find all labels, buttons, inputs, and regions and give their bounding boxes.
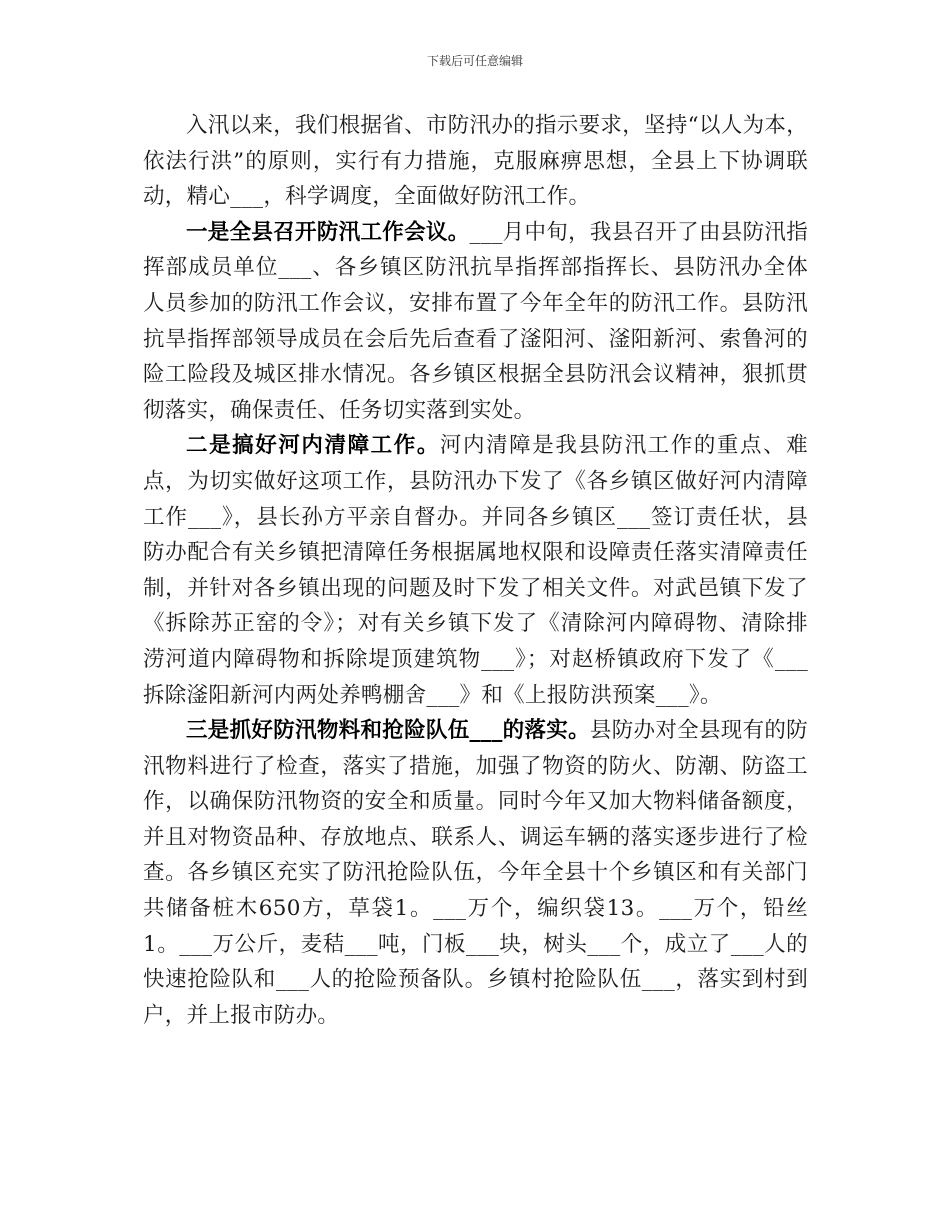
document-body (143, 108, 808, 1033)
paragraph-materials (143, 713, 808, 1033)
paragraph-lead: 三是抓好防汛物料和抢险队伍___的落实。 (186, 718, 590, 744)
paragraph-text: 入汛以来，我们根据省、市防汛办的指示要求，坚持“以人为本，依法行洪”的原则，实行有力措施，克服麻痹思想，全县上下协调联动，精心___，科学调度，全面做好防汛工作。 (143, 113, 808, 210)
paragraph-lead: 一是全县召开防汛工作会议。 (186, 219, 470, 245)
paragraph-lead: 二是搞好河内清障工作。 (186, 433, 440, 459)
paragraph-intro (143, 108, 808, 215)
paragraph-text: 河内清障是我县防汛工作的重点、难点，为切实做好这项工作，县防汛办下发了《各乡镇区做好河内清障工作___》，县长孙方平亲自督办。并同各乡镇区___签订责任状，县防办配合有关乡镇把清障任务根据属地权限和设障责任落实清障责任制，并针对各乡镇出现的问题及时下发了相关文件。对武邑镇下发了《拆除苏正窑的令》；对有关乡镇下发了《清除河内障碍物、清除排涝河道内障碍物和拆除堤顶建筑物___》；对赵桥镇政府下发了《___拆除滏阳新河内两处养鸭棚舍___》和《上报防洪预案___》。 (143, 433, 808, 708)
paragraph-text: ___月中旬，我县召开了由县防汛指挥部成员单位___、各乡镇区防汛抗旱指挥部指挥长、县防汛办全体人员参加的防汛工作会议，安排布置了今年全年的防汛工作。县防汛抗旱指挥部领导成员在会后先后查看了滏阳河、滏阳新河、索鲁河的险工险段及城区排水情况。各乡镇区根据全县防汛会议精神，狠抓贯彻落实，确保责任、任务切实落到实处。 (143, 219, 808, 423)
paragraph-text: 县防办对全县现有的防汛物料进行了检查，落实了措施，加强了物资的防火、防潮、防盗工作，以确保防汛物资的安全和质量。同时今年又加大物料储备额度，并且对物资品种、存放地点、联系人、调运车辆的落实逐步进行了检查。各乡镇区充实了防汛抢险队伍，今年全县十个乡镇区和有关部门共储备桩木650方，草袋1。___万个，编织袋13。___万个，铅丝1。___万公斤，麦秸___吨，门板___块，树头___个，成立了___人的快速抢险队和___人的抢险预备队。乡镇村抢险队伍___，落实到村到户，并上报市防办。 (143, 718, 808, 1028)
paragraph-meeting (143, 215, 808, 429)
page-header: 下载后可任意编辑 (426, 54, 523, 68)
paragraph-clearance (143, 428, 808, 713)
